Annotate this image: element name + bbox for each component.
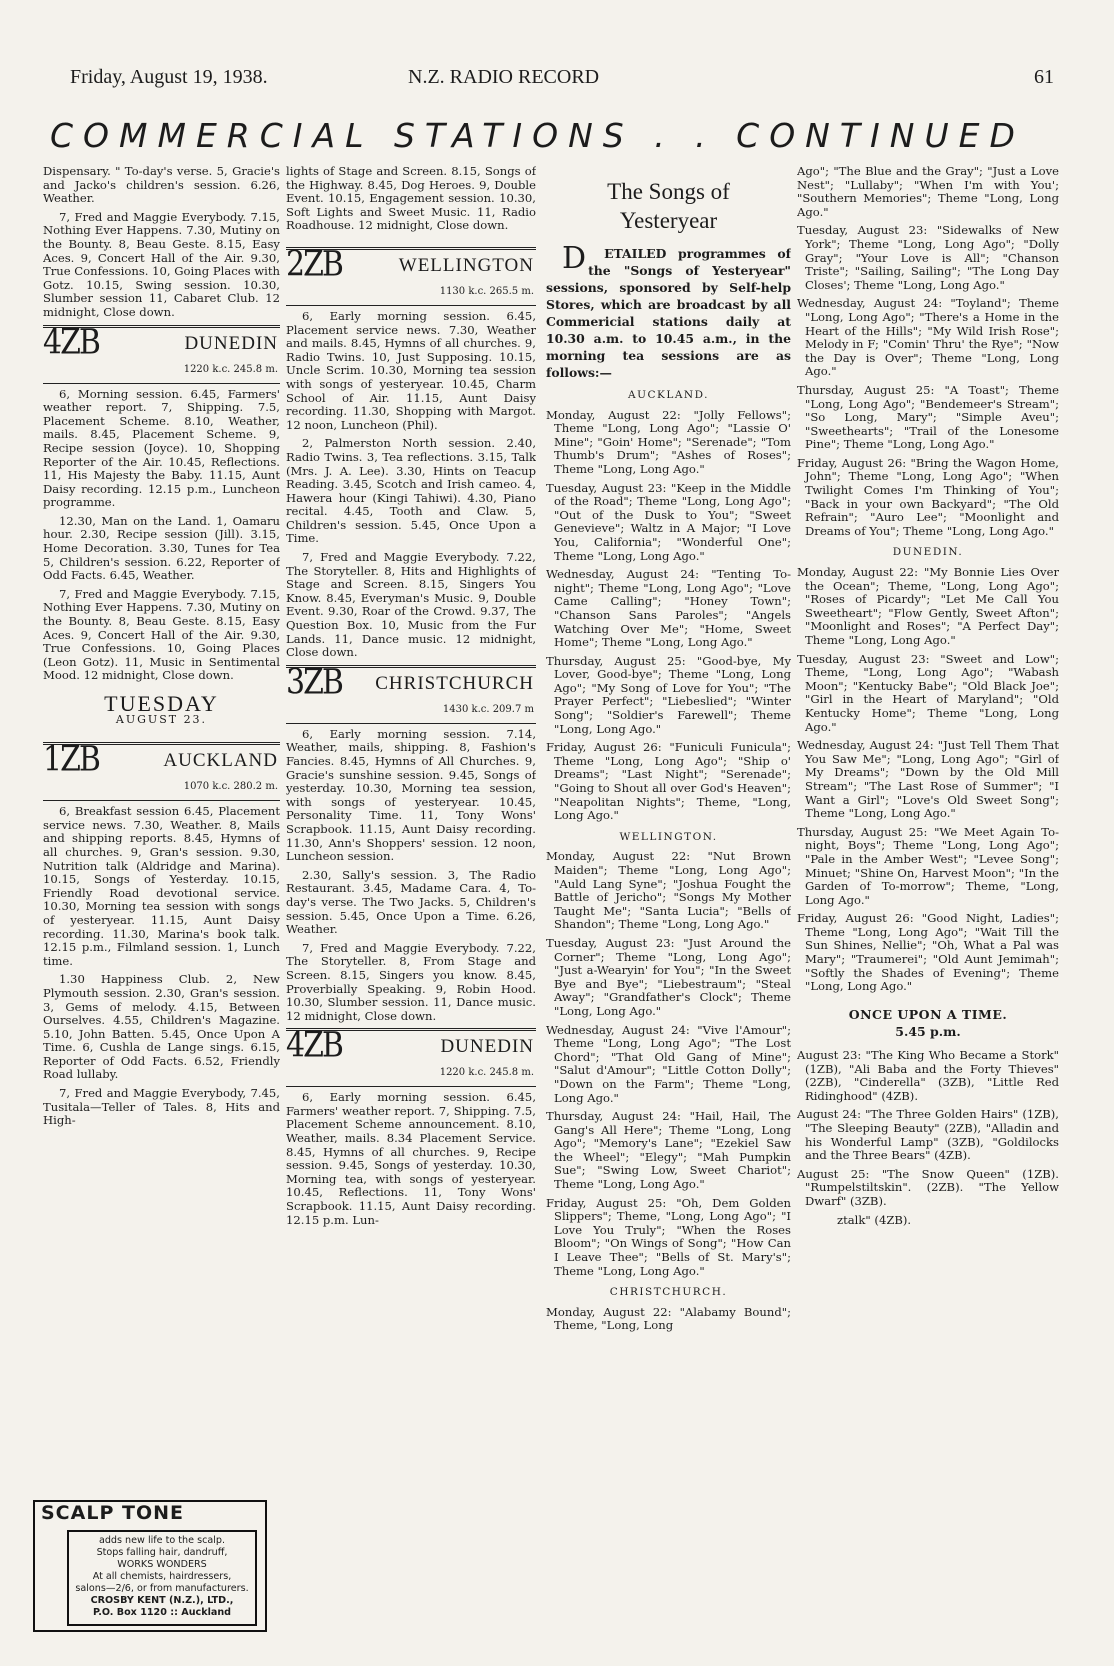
once-upon-a-time-heading: ONCE UPON A TIME. [848, 1006, 1008, 1022]
schedule-entry: Thursday, August 25: "A Toast"; Theme "Long, Long Ago"; "Bendemeer's Stream"; "So Long, Mary"; "Simple Aveu"; "Sweethearts"; "Trail of the Lonesome Pine"; Theme "Long, Long Ago." [797, 382, 1059, 452]
station-city: DUNEDIN [184, 332, 278, 354]
column-1 [43, 165, 280, 1465]
ad-title: SCALP TONE [41, 1502, 184, 1524]
station-city: DUNEDIN [440, 1036, 534, 1058]
column-3 [546, 165, 791, 1655]
station-heading-4zb [43, 321, 280, 379]
divider [286, 305, 536, 306]
schedule-entry: Friday, August 26: "Good Night, Ladies"; Theme "Long, Long Ago"; "Wait Till the Sun Shines, Nellie"; "Oh, What a Pal was Mary"; "Traumerei"; "Old Aunt Jemimah"; "Softly the Shades of Evening"; Theme "Long, Long Ago." [797, 911, 1059, 994]
scalp-tone-advertisement [33, 1500, 267, 1632]
day-name: TUESDAY [104, 691, 219, 716]
paragraph: 6, Early morning session. 6.45, Placement service news. 7.30, Weather and mails. 8.45, Hymns of all churches. 9, Radio Twins. 10, Just Supposing. 10.15, Uncle Scrim. 10.30, Morning tea session with songs of yesteryear. 10.45, Charm School of Air. 11.15, Aunt Daisy recording. 11.30, Shopping with Margot. 12 noon, Luncheon (Phil). [286, 308, 536, 432]
title-line: The Songs of [607, 179, 730, 204]
paragraph: 7, Fred and Maggie Everybody. 7.15, Nothing Ever Happens. 7.30, Mutiny on the Bounty. 8, Beau Geste. 8.15, Easy Aces. 9, Concert Hall of the Air. 9.30, True Confessions. 10, Going Places (Leon Gotz). 11, Music in Sentimental Mood. 12 midnight, Close down. [43, 586, 280, 683]
page-number: 61 [1034, 66, 1054, 88]
schedule-entry: Ago"; "The Blue and the Gray"; "Just a Love Nest"; "Lullaby"; "When I'm with You'; "Southern Memories"; Theme "Long, Long Ago." [797, 165, 1059, 219]
schedule-entry: Thursday, August 24: "Hail, Hail, The Gang's All Here"; Theme "Long, Long Ago"; "Memory's Lane"; "Ezekiel Saw the Wheel"; "Elegy"; "Mah Pumpkin Sue"; "Swing Low, Sweet Chariot"; Theme "Long, Long Ago." [546, 1109, 791, 1192]
section-subheading: AUCKLAND. [628, 389, 709, 401]
section-subheading: CHRISTCHURCH. [609, 1286, 728, 1299]
column-4 [797, 165, 1059, 1655]
drop-cap: D [562, 241, 587, 276]
divider [286, 1086, 536, 1087]
station-city: AUCKLAND [163, 750, 278, 772]
day-heading [43, 691, 280, 726]
station-callsign: 1ZB [43, 739, 99, 780]
paragraph: 2, Palmerston North session. 2.40, Radio Twins. 3, Tea reflections. 3.15, Talk (Mrs. J. A. Lee). 3.30, Hints on Teacup Reading. 3.45, Scotch and Irish cameo. 4, Hawera hour (Kingi Tahiwi). 4.30, Piano recital. 4.45, Tooth and Claw. 5, Children's session. 5.45, Once Upon a Time. [286, 436, 536, 546]
schedule-entry: Tuesday, August 23: "Sweet and Low"; Theme, "Long, Long Ago"; "Wabash Moon"; "Kentucky Babe"; "Old Black Joe"; "Girl in the Heart of Maryland"; "Old Kentucky Home"; Theme "Long, Long Ago." [797, 651, 1059, 734]
schedule-entry: Monday, August 22: "My Bonnie Lies Over the Ocean"; Theme, "Long, Long Ago"; "Roses of Picardy"; "Let Me Call You Sweetheart"; "Flow Gently, Sweet Afton"; "Moonlight and Roses"; "A Perfect Day"; Theme "Long, Long Ago." [797, 565, 1059, 647]
section-subheading: DUNEDIN. [892, 546, 964, 559]
station-heading-4zb-tuesday [286, 1025, 536, 1082]
station-heading-1zb [43, 739, 280, 796]
paragraph: 6, Breakfast session 6.45, Placement service news. 7.30, Weather. 8, Mails and shipping reports. 8.45, Hymns of all churches. 9, Gran's session. 9.30, Nutrition talk (Aldridge and Marina). 10.15, Songs of Yesterday. 10.15, Friendly Road devotional service. 10.30, Morning tea session with songs of yesteryear. 11.15, Aunt Daisy recording. 11.30, Marina's book talk. 12.15 p.m., Filmland session. 1, Lunch time. [43, 804, 280, 968]
publication-name: N.Z. RADIO RECORD [408, 66, 600, 88]
issue-date: Friday, August 19, 1938. [70, 66, 268, 88]
paragraph: lights of Stage and Screen. 8.15, Songs of the Highway. 8.45, Dog Heroes. 9, Double Event. 10.15, Engagement session. 10.30, Soft Lights and Sweet Music. 11, Radio Roadhouse. 12 midnight, Close down. [286, 165, 536, 233]
ad-line: At all chemists, hairdressers, [92, 1571, 232, 1582]
paragraph: 6, Early morning session. 7.14, Weather, mails, shipping. 8, Fashion's Fancies. 8.45, Hymns of All Churches. 9, Gracie's sunshine session. 9.45, Songs of yesterday. 10.30, Morning tea session, with songs of yesteryear. 10.45, Personality Time. 11, Tony Wons' Scrapbook. 11.15, Aunt Daisy recording. 11.30, Ann's Shoppers' session. 12 noon, Luncheon session. [286, 726, 536, 864]
schedule-entry: August 25: "The Snow Queen" (1ZB). "Rumpelstiltskin". (2ZB). "The Yellow Dwarf" (3ZB). [797, 1166, 1059, 1208]
schedule-entry: Thursday, August 25: "We Meet Again To-night, Boys"; Theme "Long, Long Ago"; "Pale in the Amber West"; "Levee Song"; Minuet; "Shine On, Harvest Moon"; "In the Garden of To-morrow"; Theme, "Long, Long Ago." [797, 824, 1059, 907]
paragraph: Dispensary. " To-day's verse. 5, Gracie's and Jacko's children's session. 6.26, Weather. [43, 165, 280, 206]
paragraph: 12.30, Man on the Land. 1, Oamaru hour. 2.30, Recipe session (Jill). 3.15, Home Decoration. 3.30, Tunes for Tea 5, Children's session. 6.22, Reporter of Odd Facts. 6.45, Weather. [43, 513, 280, 583]
schedule-entry: Monday, August 22: "Nut Brown Maiden"; Theme "Long, Long Ago"; "Auld Lang Syne"; "Joshua Fought the Battle of Jericho"; "Songs My Mother Taught Me"; "Santa Lucia"; "Bells of Shandon"; Theme "Long, Long Ago." [546, 849, 791, 932]
paragraph: 6, Early morning session. 6.45, Farmers' weather report. 7, Shipping. 7.5, Placement Scheme announcement. 8.10, Weather, mails. 8.34 Placement Service. 8.45, Hymns of all churches. 9, Recipe session. 9.45, Songs of yesterday. 10.30, Morning tea, with songs of yesteryear. 10.45, Reflections. 11, Tony Wons' Scrapbook. 11.15, Aunt Daisy recording. 12.15 p.m. Lun- [286, 1090, 536, 1227]
schedule-entry: Wednesday, August 24: "Tenting To-night"; Theme "Long, Long Ago"; "Love Came Calling"; "Honey Town"; "Chanson Sans Paroles"; "Angels Watching Over Me"; "Home, Sweet Home"; Theme "Long, Long Ago." [546, 567, 791, 650]
ad-text-box [67, 1530, 257, 1626]
station-heading-2zb [286, 244, 536, 301]
station-city: CHRISTCHURCH [375, 672, 534, 694]
schedule-entry: August 23: "The King Who Became a Stork" (1ZB), "Ali Baba and the Forty Thieves" (2ZB), "Cinderella" (3ZB), "Little Red Ridinghood" (4ZB). [797, 1048, 1059, 1103]
schedule-entry: Monday, August 22: "Alabamy Bound"; Theme, "Long, Long [546, 1304, 791, 1333]
schedule-entry: August 24: "The Three Golden Hairs" (1ZB), "The Sleeping Beauty" (2ZB), "Alladin and his Wonderful Lamp" (3ZB), "Goldilocks and the Three Bears" (4ZB). [797, 1107, 1059, 1163]
schedule-entry: Monday, August 22: "Jolly Fellows"; Theme "Long, Long Ago"; "Lassie O' Mine"; "Goin' Home"; "Serenade"; "Tom Thumb's Drum"; "Ashes of Roses"; Theme "Long, Long Ago." [546, 407, 791, 476]
ad-line: WORKS WONDERS [117, 1559, 207, 1570]
station-frequency: 1220 k.c. 245.8 m. [439, 1067, 534, 1079]
title-line: Yesteryear [619, 208, 718, 233]
songs-of-yesteryear-title [546, 177, 791, 235]
paragraph: 7, Fred and Maggie Everybody. 7.22, The Storyteller. 8, Hits and Highlights of Stage and Screen. 8.15, Singers You Know. 8.45, Everyman's Music. 9, Double Event. 9.30, Roar of the Crowd. 9.37, The Question Box. 10, Music from the Fur Lands. 11, Dance music. 12 midnight, Close down. [286, 550, 536, 660]
section-banner: COMMERCIAL STATIONS . . CONTINUED [50, 116, 1025, 155]
station-callsign: 4ZB [43, 321, 99, 363]
ad-line: adds new life to the scalp. [98, 1535, 226, 1546]
schedule-entry: ztalk" (4ZB). [837, 1212, 912, 1227]
schedule-entry: Friday, August 26: "Funiculi Funicula"; Theme "Long, Long Ago"; "Ship o' Dreams"; "Last Night"; "Serenade"; "Going to Shout all over God's Heaven"; "Neapolitan Nights"; Theme, "Long, Long Ago." [546, 740, 791, 823]
station-callsign: 2ZB [286, 244, 342, 285]
schedule-entry: Tuesday, August 23: "Just Around the Corner"; Theme "Long, Long Ago"; "Just a-Wearyin' for You"; "In the Sweet Bye and Bye"; "Liebestraum"; "Steal Away"; "Grandfather's Clock"; Theme "Long, Long Ago." [546, 935, 791, 1018]
schedule-entry: Wednesday, August 24: "Vive l'Amour"; Theme "Long, Long Ago"; "The Lost Chord"; "That Old Gang of Mine"; "Salut d'Amour"; "Little Cotton Dolly"; "Down on the Farm"; Theme "Long, Long Ago." [546, 1022, 791, 1105]
column-2 [286, 165, 536, 1655]
schedule-entry: Friday, August 25: "Oh, Dem Golden Slippers"; Theme, "Long, Long Ago"; "I Love You Truly"; "When the Roses Bloom"; "On Wings of Song"; "How Can I Leave Thee"; "Bells of St. Mary's"; Theme "Long, Long Ago." [546, 1195, 791, 1278]
divider [286, 723, 536, 724]
divider [43, 800, 280, 801]
intro-paragraph [546, 241, 791, 381]
ad-company: CROSBY KENT (N.Z.), LTD., [90, 1595, 234, 1606]
station-frequency: 1220 k.c. 245.8 m. [183, 363, 278, 375]
station-callsign: 3ZB [286, 662, 342, 703]
paragraph: 7, Fred and Maggie Everybody. 7.15, Nothing Ever Happens. 7.30, Mutiny on the Bounty. 8, Beau Geste. 8.15, Easy Aces. 9, Concert Hall of the Air. 9.30, True Confessions. 10, Going Places with Gotz. 10.15, Swing session. 10.30, Slumber session 11, Cabaret Club. 12 midnight, Close down. [43, 209, 280, 319]
schedule-entry: Tuesday, August 23: "Sidewalks of New York"; Theme "Long, Long Ago"; "Dolly Gray"; "Your Love is All"; "Chanson Triste"; "Sailing, Sailing"; "The Long Day Closes'; Theme "Long, Long Ago." [797, 223, 1059, 292]
schedule-entry: Friday, August 26: "Bring the Wagon Home, John"; Theme "Long, Long Ago"; "When Twilight Comes I'm Thinking of You"; "Back in your own Backyard"; "The Old Refrain"; "Auro Lee"; "Moonlight and Dreams of You"; Theme "Long, Long Ago." [797, 455, 1059, 538]
ad-address: P.O. Box 1120 :: Auckland [92, 1607, 232, 1618]
once-upon-a-time-time: 5.45 p.m. [895, 1024, 961, 1040]
station-city: WELLINGTON [398, 254, 534, 276]
section-subheading: WELLINGTON. [619, 830, 718, 843]
paragraph: 2.30, Sally's session. 3, The Radio Restaurant. 3.45, Madame Cara. 4, To-day's verse. The Two Jacks. 5, Children's session. 5.45, Once Upon a Time. 6.26, Weather. [286, 867, 536, 937]
ad-line: Stops falling hair, dandruff, [96, 1547, 228, 1558]
paragraph: 7, Fred and Maggie Everybody. 7.22, The Storyteller. 8, From Stage and Screen. 8.15, Singers you know. 8.45, Proverbially Speaking. 9, Robin Hood. 10.30, Slumber session. 11, Dance music. 12 midnight, Close down. [286, 940, 536, 1023]
ad-line: salons—2/6, or from manufacturers. [75, 1583, 249, 1594]
paragraph: 6, Morning session. 6.45, Farmers' weather report. 7, Shipping. 7.5, Placement Scheme. 8.10, Weather, mails. 8.45, Placement Scheme. 9, Recipe session (Joyce). 10, Shopping Reporter of the Air. 10.45, Reflections. 11, His Majesty the Baby. 11.15, Aunt Daisy recording. 12.15 p.m., Luncheon programme. [43, 386, 280, 510]
schedule-entry: Thursday, August 25: "Good-bye, My Lover, Good-bye"; Theme "Long, Long Ago"; "My Song of Love for You"; "The Prayer Perfect"; "Liebeslied"; "Winter Song"; "Soldier's Farewell"; Theme "Long, Long Ago." [546, 653, 791, 736]
station-frequency: 1130 k.c. 265.5 m. [439, 285, 534, 297]
station-frequency: 1430 k.c. 209.7 m [442, 703, 534, 715]
station-frequency: 1070 k.c. 280.2 m. [183, 781, 278, 793]
schedule-entry: Wednesday, August 24: "Toyland"; Theme "Long, Long Ago"; "There's a Home in the Heart of the Hills"; "My Wild Irish Rose"; Melody in F; "Comin' Thru' the Rye"; "Now the Day is Over"; Theme "Long, Long Ago." [797, 296, 1059, 379]
schedule-entry: Wednesday, August 24: "Just Tell Them That You Saw Me"; "Long, Long Ago"; "Girl of My Dreams"; "Down by the Old Mill Stream"; "The Last Rose of Summer"; "I Want a Girl"; "Love's Old Sweet Song"; Theme "Long, Long Ago." [797, 738, 1059, 821]
divider [43, 383, 280, 384]
paragraph: 1.30 Happiness Club. 2, New Plymouth session. 2.30, Gran's session. 3, Gems of melody. 4.15, Between Ourselves. 4.55, Children's Magazine. 5.10, John Batten. 5.45, Once Upon A Time. 6, Cushla de Lange sings. 6.15, Reporter of Odd Facts. 6.52, Friendly Road lullaby. [43, 972, 280, 1082]
schedule-entry: Tuesday, August 23: "Keep in the Middle of the Road"; Theme "Long, Long Ago"; "Out of the Dusk to You"; "Sweet Genevieve"; Waltz in A Major; "I Love You, California"; "Wonderful One"; Theme "Long, Long Ago." [546, 480, 791, 563]
intro-text: ETAILED programmes of the "Songs of Yesteryear" sessions, sponsored by Self-help Stores, which are broadcast by all Commericial stations daily at 10.30 a.m. to 10.45 a.m., in the morning tea sessions are as follows:— [546, 246, 791, 380]
station-callsign: 4ZB [286, 1025, 342, 1066]
paragraph: 7, Fred and Maggie Everybody, 7.45, Tusitala—Teller of Tales. 8, Hits and High- [43, 1086, 280, 1128]
day-date: AUGUST 23. [115, 712, 208, 726]
page-header [70, 66, 1054, 90]
station-heading-3zb [286, 662, 536, 719]
